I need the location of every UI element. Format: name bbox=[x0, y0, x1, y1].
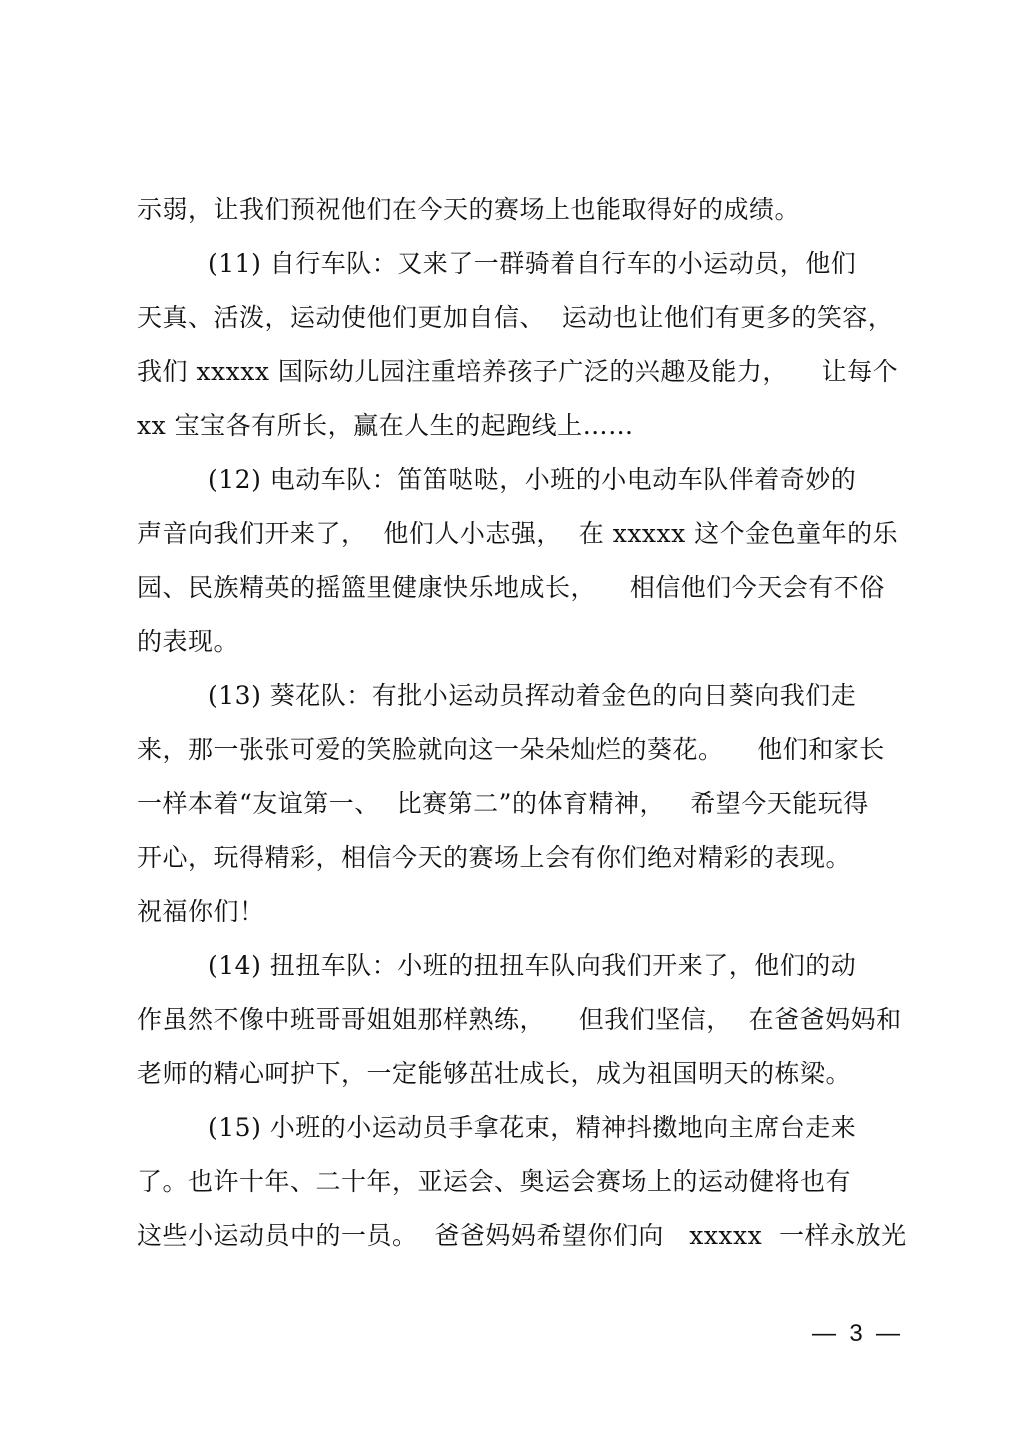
text-line-16: 作虽然不像中班哥哥姐姐那样熟练， 但我们坚信， 在爸爸妈妈和 bbox=[137, 1005, 902, 1034]
text-line-7: 声音向我们开来了， 他们人小志强， 在 xxxxx 这个金色童年的乐 bbox=[137, 519, 899, 548]
text-line-13: 开心，玩得精彩，相信今天的赛场上会有你们绝对精彩的表现。 bbox=[137, 843, 852, 872]
text-line-11: 来，那一张张可爱的笑脸就向这一朵朵灿烂的葵花。 他们和家长 bbox=[137, 735, 885, 764]
text-line-12: 一样本着“友谊第一、 比赛第二”的体育精神， 希望今天能玩得 bbox=[137, 789, 869, 818]
text-line-18: (15) 小班的小运动员手拿花束，精神抖擞地向主席台走来 bbox=[208, 1113, 857, 1142]
text-line-5: xx 宝宝各有所长，赢在人生的起跑线上…… bbox=[137, 411, 634, 440]
text-line-9: 的表现。 bbox=[137, 627, 240, 656]
text-line-8: 园、民族精英的摇篮里健康快乐地成长， 相信他们今天会有不俗 bbox=[137, 573, 885, 602]
text-line-4: 我们 xxxxx 国际幼儿园注重培养孩子广泛的兴趣及能力， 让每个 bbox=[137, 357, 899, 386]
text-line-15: (14) 扭扭车队：小班的扭扭车队向我们开来了，他们的动 bbox=[208, 951, 857, 980]
text-line-2: (11) 自行车队：又来了一群骑着自行车的小运动员，他们 bbox=[208, 249, 857, 278]
text-line-17: 老师的精心呵护下，一定能够茁壮成长，成为祖国明天的栋梁。 bbox=[137, 1059, 852, 1088]
text-line-19: 了。也许十年、二十年，亚运会、奥运会赛场上的运动健将也有 bbox=[137, 1167, 852, 1196]
text-line-6: (12) 电动车队：笛笛哒哒，小班的小电动车队伴着奇妙的 bbox=[208, 465, 857, 494]
text-line-1: 示弱，让我们预祝他们在今天的赛场上也能取得好的成绩。 bbox=[137, 195, 801, 224]
text-line-10: (13) 葵花队：有批小运动员挥动着金色的向日葵向我们走 bbox=[208, 681, 857, 710]
text-line-14: 祝福你们！ bbox=[137, 897, 265, 926]
text-line-3: 天真、活泼，运动使他们更加自信、 运动也让他们有更多的笑容， bbox=[137, 303, 894, 332]
text-line-20: 这些小运动员中的一员。 爸爸妈妈希望你们向 xxxxx 一样永放光 bbox=[137, 1221, 907, 1250]
page-number: — 3 — bbox=[812, 1320, 901, 1347]
